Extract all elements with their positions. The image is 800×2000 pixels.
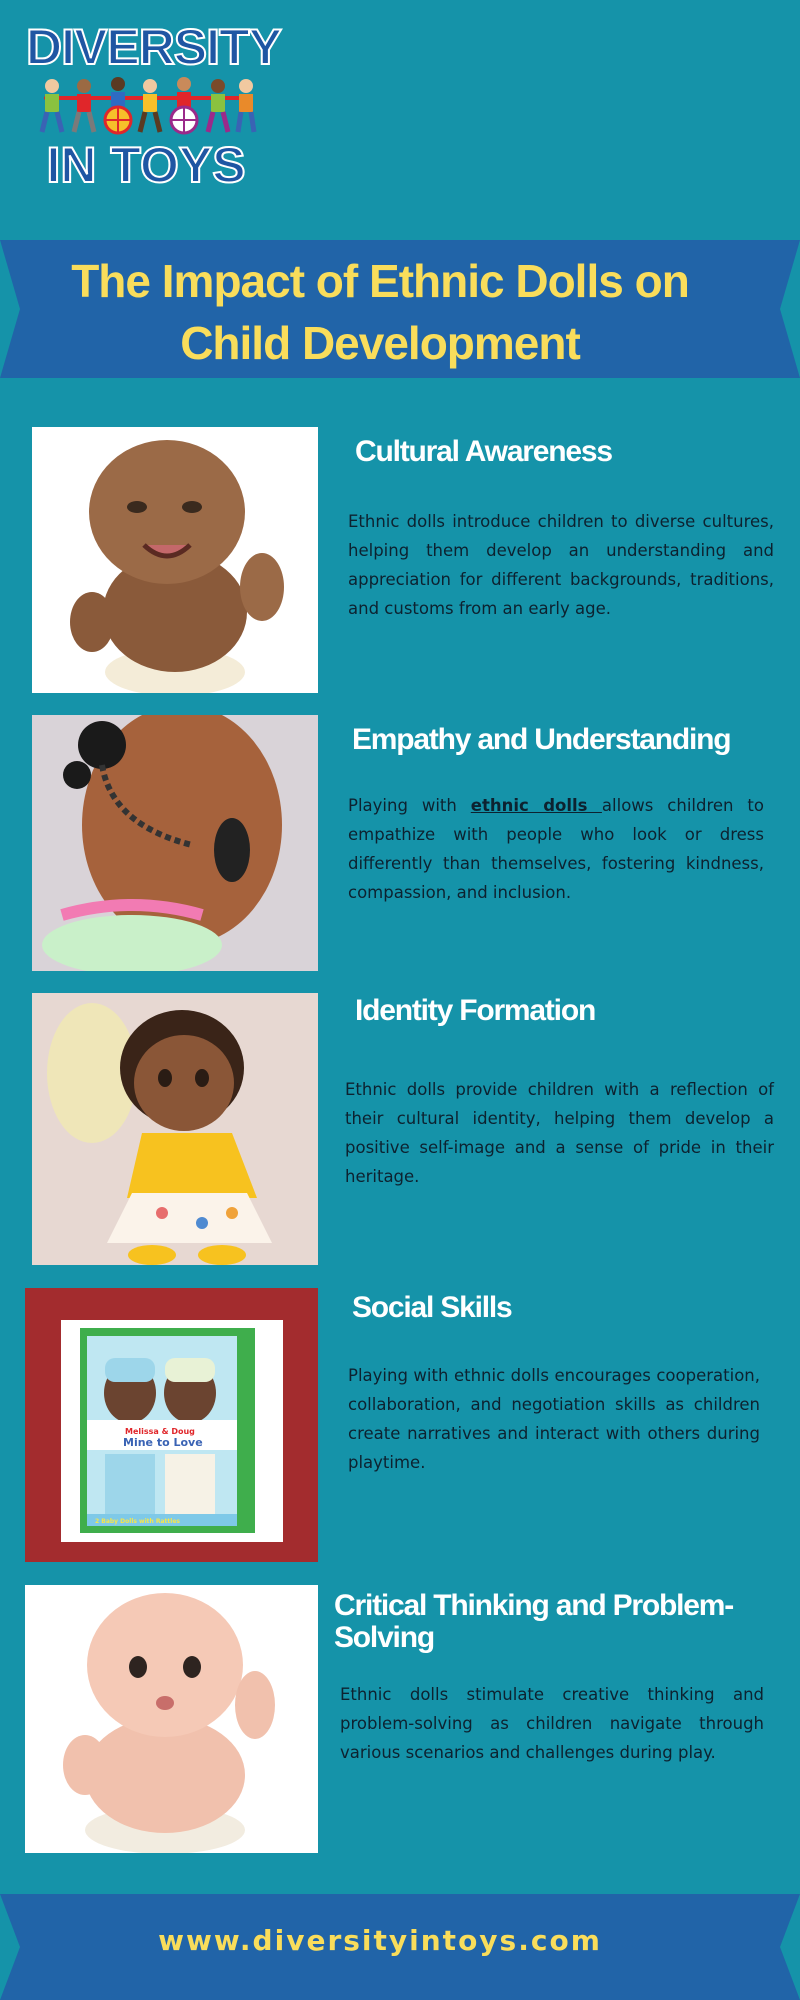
- section-text-empathy-understanding: [348, 791, 764, 907]
- light-skin-baby-doll-photo: [25, 1585, 318, 1853]
- baby-doll-photo: [32, 427, 318, 693]
- page-title: [30, 250, 730, 374]
- section-heading-cultural-awareness: Cultural Awareness: [355, 435, 612, 468]
- girl-doll-yellow-cardigan-photo: [32, 993, 318, 1265]
- text-segment: allows children to empathize with people who look or dress differently than themselves, fostering kindness, compassion, and inclusion.: [348, 796, 764, 902]
- hearing-aid-doll-photo: [32, 715, 318, 971]
- footer-banner: [0, 1894, 800, 2000]
- page-title-line2: Child Development: [180, 317, 580, 369]
- page-title-line1: The Impact of Ethnic Dolls on: [71, 255, 689, 307]
- title-banner: [0, 240, 800, 378]
- logo: [26, 18, 281, 193]
- section-heading-identity-formation: Identity Formation: [355, 994, 596, 1027]
- logo-text-diversity: DIVERSITY: [26, 19, 281, 75]
- website-url-link[interactable]: www.diversityintoys.com: [158, 1924, 602, 1957]
- section-heading-social-skills: Social Skills: [352, 1291, 512, 1324]
- product-box-brand: Melissa & Doug: [125, 1427, 195, 1436]
- section-heading-empathy-understanding: Empathy and Understanding: [352, 723, 731, 756]
- product-box-name: Mine to Love: [123, 1436, 203, 1449]
- logo-text-in-toys: IN TOYS: [46, 137, 246, 193]
- doll-product-box-photo: [25, 1288, 318, 1562]
- section-text-identity-formation: Ethnic dolls provide children with a reflection of their cultural identity, helping them develop a positive self-image and a sense of pride in their heritage.: [345, 1080, 774, 1186]
- section-text-cultural-awareness: Ethnic dolls introduce children to diverse cultures, helping them develop an understanding and appreciation for different backgrounds, traditions, and customs from an early age.: [348, 512, 774, 618]
- section-heading-critical-thinking: Critical Thinking and Problem-Solving: [334, 1589, 734, 1654]
- product-box-caption: 2 Baby Dolls with Rattles: [95, 1518, 180, 1525]
- children-holding-hands-icon: [32, 76, 262, 138]
- section-text-social-skills: Playing with ethnic dolls encourages cooperation, collaboration, and negotiation skills as children create narratives and interact with others during playtime.: [348, 1366, 760, 1472]
- text-segment: Playing with: [348, 796, 471, 815]
- ethnic-dolls-link[interactable]: ethnic dolls: [470, 796, 602, 815]
- section-text-critical-thinking: Ethnic dolls stimulate creative thinking and problem-solving as children navigate through various scenarios and challenges during play.: [340, 1685, 764, 1762]
